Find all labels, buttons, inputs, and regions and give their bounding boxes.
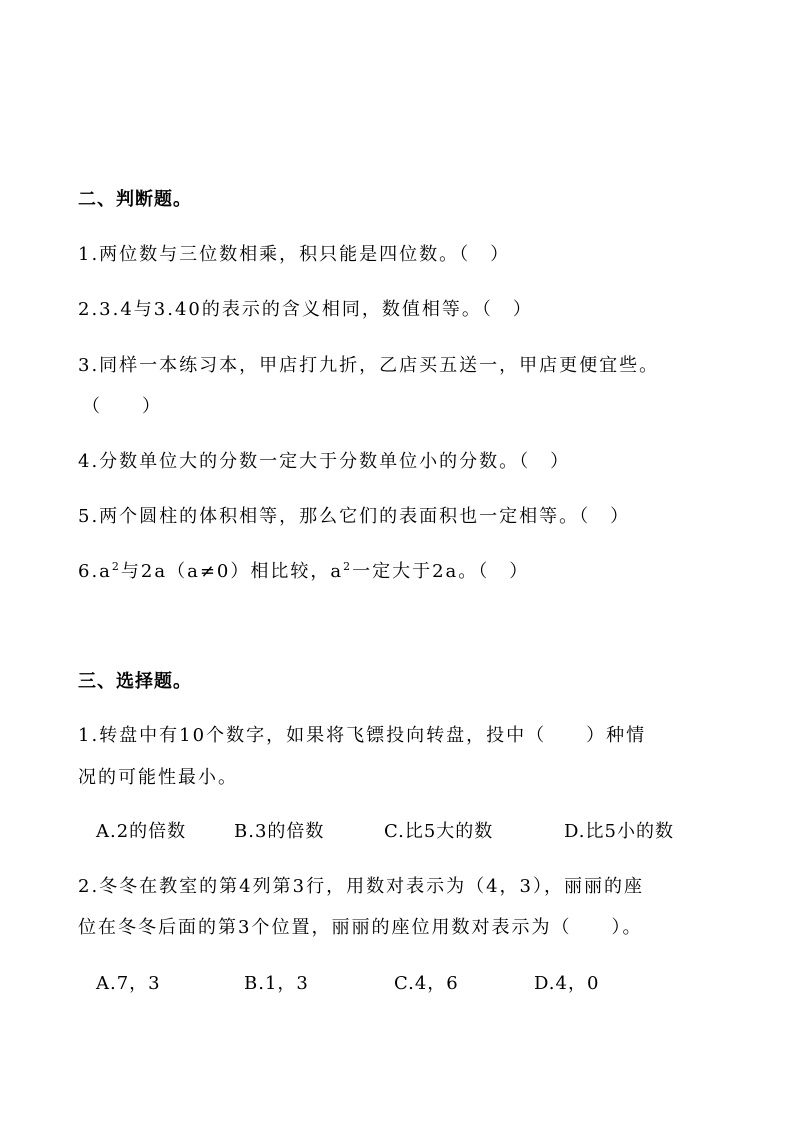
judgment-item-1: 1.两位数与三位数相乘，积只能是四位数。（ ）: [78, 244, 511, 265]
judgment-item-5: 5.两个圆柱的体积相等，那么它们的表面积也一定相等。（ ）: [78, 506, 631, 527]
judgment-item-2: 2.3.4与3.40的表示的含义相同，数值相等。（ ）: [78, 299, 533, 320]
judgment-item-4: 4.分数单位大的分数一定大于分数单位小的分数。（ ）: [78, 451, 571, 472]
section-heading-choice: 三、选择题。: [78, 671, 192, 692]
choice-q2-option-b: B.1，3: [244, 973, 309, 994]
judgment-item-6: [78, 560, 529, 584]
choice-q1-line2: 况的可能性最小。: [78, 767, 238, 788]
item6-superscript-1: 2: [111, 560, 121, 573]
choice-q1-line1: 1.转盘中有10个数字，如果将飞镖投向转盘，投中（ ）种情: [78, 725, 647, 746]
section-heading-judgment: 二、判断题。: [78, 189, 192, 210]
choice-q2-line2: 位在冬冬后面的第3个位置，丽丽的座位用数对表示为（ ）。: [78, 917, 643, 938]
judgment-item-3-bracket: （ ）: [82, 396, 162, 417]
choice-q1-option-a: A.2的倍数: [96, 821, 187, 842]
choice-q2-option-c: C.4，6: [394, 973, 459, 994]
choice-q1-option-c: C.比5大的数: [384, 821, 494, 842]
item6-superscript-2: 2: [343, 560, 353, 573]
item6-part-b: 与2a（a≠0）相比较，a: [120, 561, 344, 582]
choice-q1-option-b: B.3的倍数: [234, 821, 325, 842]
item6-part-c: 一定大于2a。（ ）: [352, 561, 530, 582]
choice-q2-option-d: D.4，0: [534, 973, 600, 994]
choice-q1-option-d: D.比5小的数: [564, 821, 674, 842]
item6-part-a: 6.a: [78, 561, 112, 582]
choice-q2-option-a: A.7，3: [96, 973, 161, 994]
choice-q2-line1: 2.冬冬在教室的第4列第3行，用数对表示为（4，3），丽丽的座: [78, 876, 644, 897]
judgment-item-3: 3.同样一本练习本，甲店打九折，乙店买五送一，甲店更便宜些。: [78, 355, 660, 376]
